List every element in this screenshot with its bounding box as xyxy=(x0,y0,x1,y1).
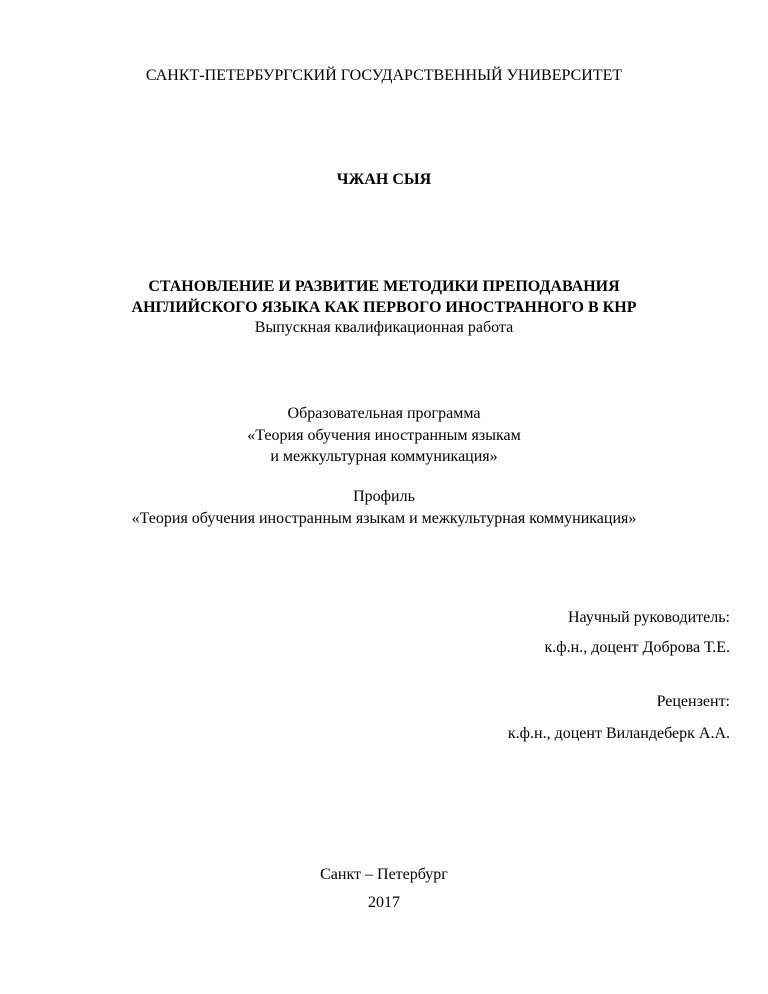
thesis-title-line-1: СТАНОВЛЕНИЕ И РАЗВИТИЕ МЕТОДИКИ ПРЕПОДАВАНИЯ xyxy=(148,278,620,295)
profile-text: «Теория обучения иностранным языкам и межкультурная коммуникация» xyxy=(131,510,637,527)
university-name: САНКТ-ПЕТЕРБУРГСКИЙ ГОСУДАРСТВЕННЫЙ УНИВЕРСИТЕТ xyxy=(145,67,623,84)
author-name: ЧЖАН СЫЯ xyxy=(336,171,432,188)
thesis-title-line-2: АНГЛИЙСКОГО ЯЗЫКА КАК ПЕРВОГО ИНОСТРАННОГО В КНР xyxy=(131,299,637,316)
program-line-2: и межкультурная коммуникация» xyxy=(270,448,498,465)
supervisor-name: к.ф.н., доцент Доброва Т.Е. xyxy=(544,639,730,656)
work-type: Выпускная квалификационная работа xyxy=(254,319,514,336)
program-line-1: «Теория обучения иностранным языкам xyxy=(247,427,521,444)
program-heading: Образовательная программа xyxy=(287,405,481,422)
reviewer-name: к.ф.н., доцент Виландеберк А.А. xyxy=(507,725,730,742)
supervisor-label: Научный руководитель: xyxy=(567,609,730,626)
year: 2017 xyxy=(368,894,400,911)
reviewer-label: Рецензент: xyxy=(656,693,730,710)
profile-heading: Профиль xyxy=(353,488,415,505)
city: Санкт – Петербург xyxy=(320,866,448,883)
